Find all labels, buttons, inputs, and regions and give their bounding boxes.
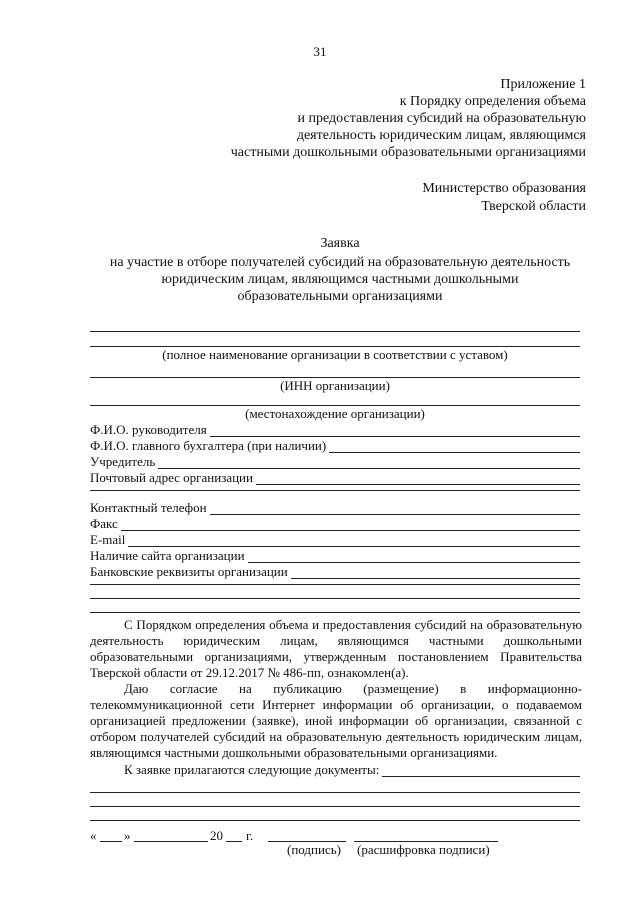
bank-input-line[interactable] <box>291 567 580 579</box>
acknowledgement-paragraph: С Порядком определения объема и предоставления субсидий на образовательную деятельность юридическим лицам, являющимся частными дошкольными образовательными организациями, утвержденным постановлением Правительства Тверской области от 29.12.2017 № 486-пп, ознакомлен(а). <box>90 617 582 680</box>
postal-input-line[interactable] <box>256 473 580 485</box>
attached-docs-line[interactable] <box>90 806 580 807</box>
phone-input-line[interactable] <box>210 503 580 515</box>
addressee-line: Министерство образования <box>422 181 586 196</box>
field-director <box>90 422 580 437</box>
field-label: Почтовый адрес организации <box>90 470 253 485</box>
fax-input-line[interactable] <box>121 519 580 531</box>
subtitle-line: на участие в отборе получателей субсидий на образовательную деятельность <box>109 255 571 270</box>
field-label: E-mail <box>90 532 126 547</box>
attached-docs-line[interactable] <box>90 820 580 821</box>
field-label: Учредитель <box>90 454 156 469</box>
appendix-line: к Порядку определения объема <box>399 94 586 109</box>
email-input-line[interactable] <box>128 535 580 547</box>
accountant-input-line[interactable] <box>329 441 580 453</box>
field-bank <box>90 564 580 579</box>
date-day-line[interactable] <box>100 841 122 842</box>
attached-docs-label: К заявке прилагаются следующие документы: <box>124 762 380 777</box>
founder-input-line[interactable] <box>158 457 580 469</box>
appendix-line: деятельность юридическим лицам, являющимся <box>296 128 586 143</box>
date-year-prefix: 20 <box>210 828 223 843</box>
field-label: Ф.И.О. руководителя <box>90 422 207 437</box>
field-website <box>90 548 580 563</box>
field-label: Банковские реквизиты организации <box>90 564 288 579</box>
field-postal <box>90 470 580 485</box>
bank-extra-line[interactable] <box>90 612 580 613</box>
postal-extra-line[interactable] <box>90 490 580 491</box>
field-phone <box>90 500 580 515</box>
addressee-line: Тверской области <box>481 199 586 214</box>
field-accountant <box>90 438 580 453</box>
location-caption: (местонахождение организации) <box>245 406 425 421</box>
appendix-line: частными дошкольными образовательными организациями <box>230 145 586 160</box>
field-email <box>90 532 580 547</box>
document-subtitle <box>60 254 620 305</box>
field-label: Факс <box>90 516 118 531</box>
field-founder <box>90 454 580 469</box>
consent-paragraph: Даю согласие на публикацию (размещение) в информационно-телекоммуникационной сети Интернет информации об организации, о подаваемом организацией предложении (заявке), иной информации об организации, связанной с отбором получателей субсидий на образовательную деятельность юридическим лицам, являющимся частными дошкольными образовательными организациями. <box>90 681 582 760</box>
appendix-line: Приложение 1 <box>500 77 586 92</box>
attached-docs-line[interactable] <box>90 792 580 793</box>
addressee <box>422 180 586 216</box>
org-name-caption: (полное наименование организации в соответствии с уставом) <box>162 347 508 362</box>
bank-extra-line[interactable] <box>90 584 580 585</box>
subtitle-line: образовательными организациями <box>237 289 443 304</box>
date-month-line[interactable] <box>134 841 208 842</box>
appendix-line: и предоставления субсидий на образовательную <box>297 111 586 126</box>
document-title: Заявка <box>320 236 360 251</box>
signature-decoding-caption: (расшифровка подписи) <box>357 842 490 857</box>
date-year-line[interactable] <box>226 841 242 842</box>
page-number: 31 <box>313 44 327 59</box>
attached-docs-row <box>90 762 580 777</box>
bank-extra-line[interactable] <box>90 598 580 599</box>
appendix-header <box>231 76 586 161</box>
director-input-line[interactable] <box>210 425 580 437</box>
field-label: Контактный телефон <box>90 500 207 515</box>
inn-caption: (ИНН организации) <box>280 378 390 393</box>
date-quote-close: » <box>124 828 131 843</box>
attached-docs-input-line[interactable] <box>382 765 580 777</box>
signature-caption: (подпись) <box>287 842 341 857</box>
field-label: Наличие сайта организации <box>90 548 245 563</box>
subtitle-line: юридическим лицам, являющимся частными дошкольными <box>161 272 519 287</box>
website-input-line[interactable] <box>248 551 580 563</box>
date-quote-open: « <box>90 828 97 843</box>
org-name-line[interactable] <box>90 331 580 332</box>
field-fax <box>90 516 580 531</box>
field-label: Ф.И.О. главного бухгалтера (при наличии) <box>90 438 327 453</box>
date-year-suffix: г. <box>246 828 254 843</box>
